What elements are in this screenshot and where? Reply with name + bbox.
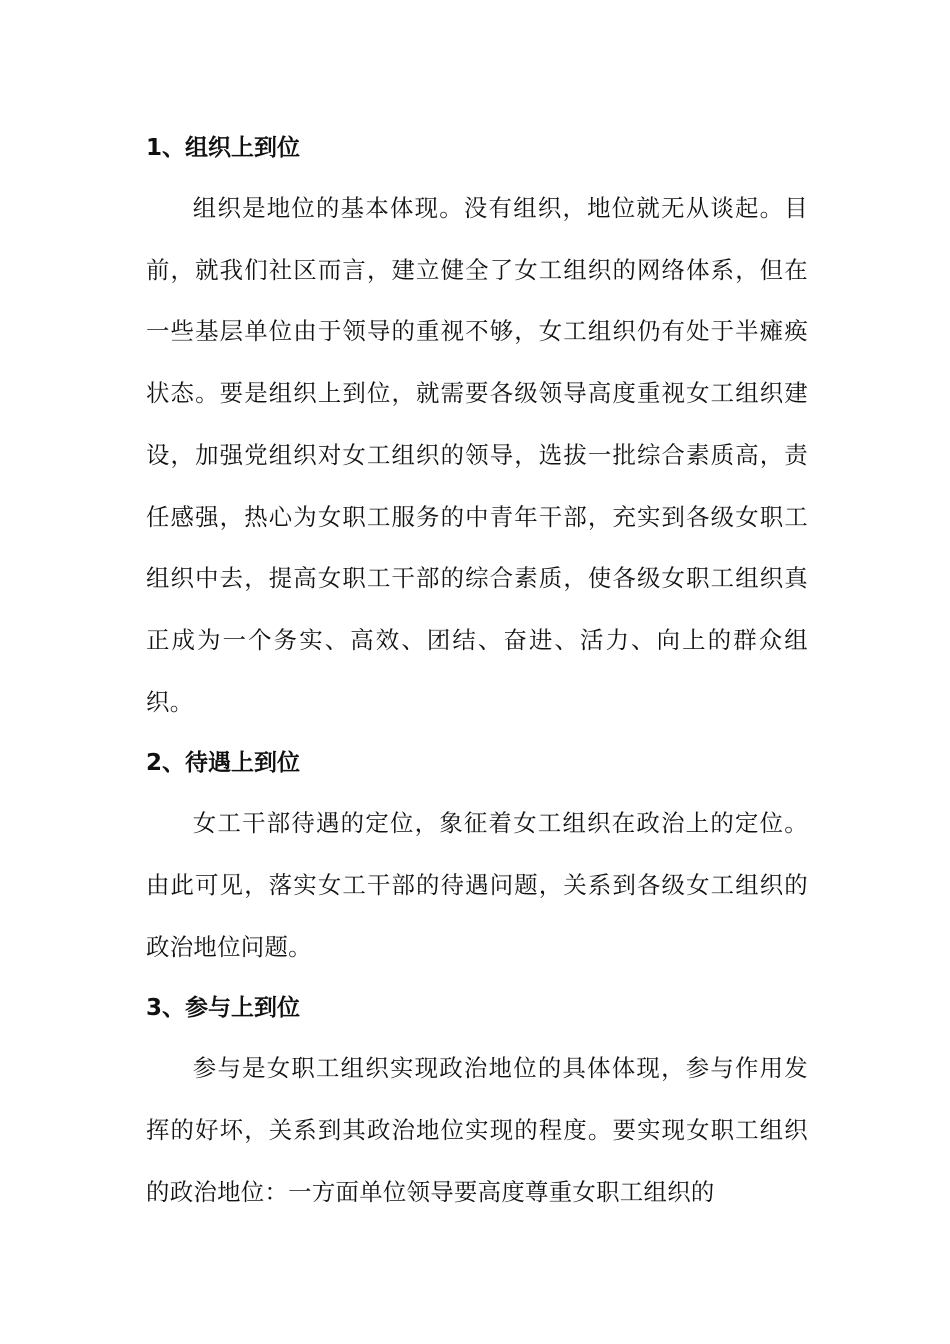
section-heading: 1、组织上到位	[146, 135, 301, 161]
section-paragraph: 参与是女职工组织实现政治地位的具体体现，参与作用发挥的好坏，关系到其政治地位实现的程度。要实现女职工组织的政治地位：一方面单位领导要高度尊重女职工组织的	[146, 1054, 808, 1206]
section-paragraph: 女工干部待遇的定位，象征着女工组织在政治上的定位。由此可见，落实女工干部的待遇问题，关系到各级女工组织的政治地位问题。	[146, 809, 808, 961]
document-page	[146, 118, 808, 1224]
section-heading: 3、参与上到位	[146, 995, 301, 1022]
section-organization	[146, 118, 808, 733]
section-treatment	[146, 733, 808, 978]
section-paragraph: 组织是地位的基本体现。没有组织，地位就无从谈起。目前，就我们社区而言，建立健全了女工组织的网络体系，但在一些基层单位由于领导的重视不够，女工组织仍有处于半瘫痪状态。要是组织上到位，就需要各级领导高度重视女工组织建设，加强党组织对女工组织的领导，选拔一批综合素质高，责任感强，热心为女职工服务的中青年干部，充实到各级女职工组织中去，提高女职工干部的综合素质，使各级女职工组织真正成为一个务实、高效、团结、奋进、活力、向上的群众组织。	[146, 194, 808, 716]
section-heading: 2、待遇上到位	[146, 750, 301, 777]
section-participation	[146, 978, 808, 1223]
